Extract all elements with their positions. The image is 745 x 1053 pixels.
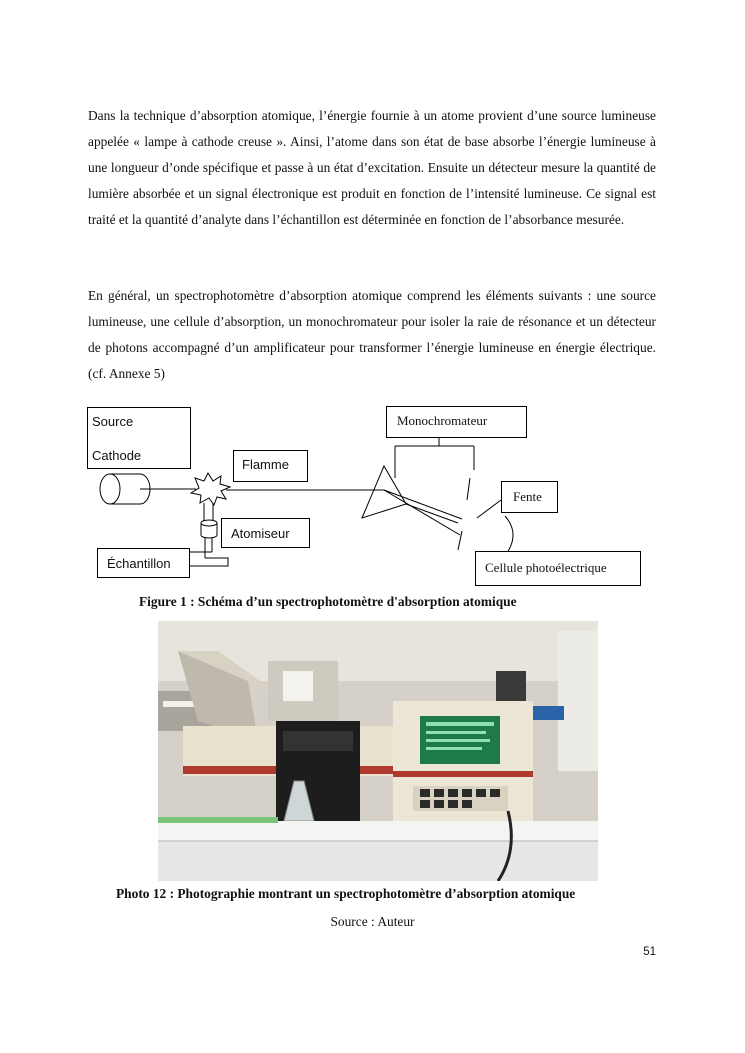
label-atomiseur: Atomiseur bbox=[221, 518, 310, 548]
source-line: Source : Auteur bbox=[330, 914, 415, 929]
atomizer-icon bbox=[201, 520, 217, 538]
spectrophotometer-photo bbox=[158, 621, 598, 881]
label-echantillon: Échantillon bbox=[97, 548, 190, 578]
label-monochromateur: Monochromateur bbox=[386, 406, 527, 438]
label-fente: Fente bbox=[501, 481, 558, 513]
prism-icon bbox=[362, 466, 406, 518]
label-cathode: Cathode bbox=[92, 448, 142, 463]
figure-caption: Figure 1 : Schéma d’un spectrophotomètre d'absorption atomique bbox=[139, 594, 517, 609]
label-source-cathode bbox=[87, 407, 191, 469]
flame-burst-icon bbox=[191, 473, 230, 505]
label-flamme: Flamme bbox=[233, 450, 308, 482]
photo-illustration bbox=[158, 621, 598, 881]
photo-caption: Photo 12 : Photographie montrant un spectrophotomètre d’absorption atomique bbox=[116, 886, 576, 901]
label-source: Source bbox=[92, 414, 134, 429]
paragraph-spectrophotometer-components: En général, un spectrophotomètre d’absorption atomique comprend les éléments suivants : une source lumineuse, une cellule d’absorption, un monochromateur pour isoler la raie de résonance et un détecteur de photons accompagné d’un amplificateur pour transformer l’énergie lumineuse en énergie électrique. (cf. Annexe 5) bbox=[88, 288, 656, 381]
label-cellule-photoelectrique: Cellule photoélectrique bbox=[475, 551, 641, 586]
paragraph-absorption-principle: Dans la technique d’absorption atomique, l’énergie fournie à un atome provient d’une source lumineuse appelée « lampe à cathode creuse ». Ainsi, l’atome dans son état de base absorbe l’énergie lumineuse à une longueur d’onde spécifique et passe à un état d’excitation. Ensuite un détecteur mesure la quantité de lumière absorbée et un signal électronique est produit en fonction de l’intensité lumineuse. Ce signal est traité et la quantité d’analyte dans l’échantillon est déterminée en fonction de l’absorbance mesurée. bbox=[88, 108, 656, 227]
page-number: 51 bbox=[643, 946, 656, 958]
